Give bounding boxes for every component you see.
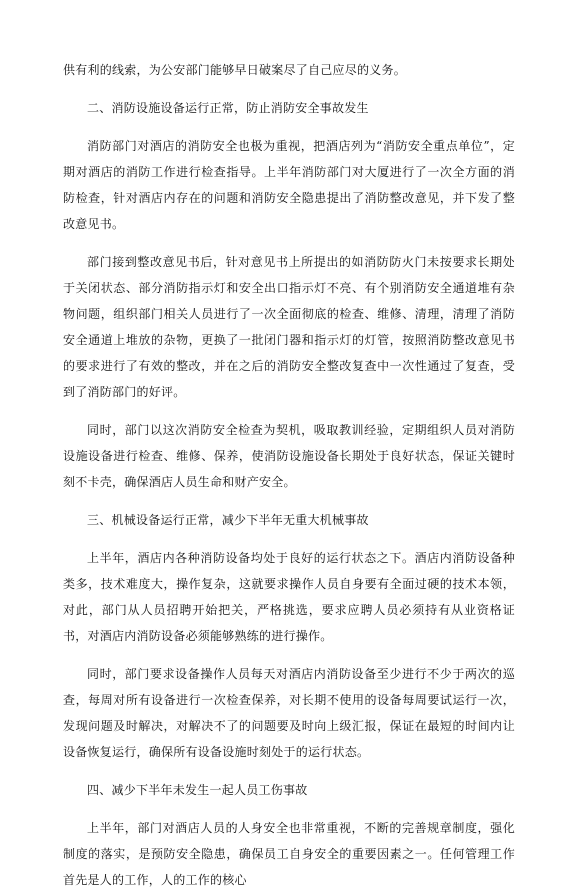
- paragraph: 上半年，部门对酒店人员的人身安全也非常重视，不断的完善规章制度，强化制度的落实，是预防安全隐患，确保员工自身安全的重要因素之一。任何管理工作首先是人的工作，人的工作的核心: [63, 821, 515, 887]
- paragraph: 同时，部门要求设备操作人员每天对酒店内消防设备至少进行不少于两次的巡查，每周对所有设备进行一次检查保养，对长期不使用的设备每周要试运行一次，发现问题及时解决，对解决不了的问题要及时向上级汇报，保证在最短的时间内让设备恢复运行，确保所有设备设施时刻处于的运行状态。: [63, 667, 515, 759]
- section-heading-fire-facilities: 二、消防设施设备运行正常，防止消防安全事故发生: [87, 101, 369, 115]
- paragraph: 部门接到整改意见书后，针对意见书上所提出的如消防防火门未按要求长期处于关闭状态、部分消防指示灯和安全出口指示灯不亮、有个别消防安全通道堆有杂物问题，组织部门相关人员进行了一次全面彻底的检查、维修、清理，清理了消防安全通道上堆放的杂物，更换了一批闭门器和指示灯的灯管，按照消防整改意见书的要求进行了有效的整改，并在之后的消防安全整改复查中一次性通过了复查，受到了消防部门的好评。: [63, 255, 515, 399]
- section-heading-mechanical-equipment: 三、机械设备运行正常，减少下半年无重大机械事故: [87, 513, 369, 527]
- paragraph-continued: 供有利的线索，为公安部门能够早日破案尽了自己应尽的义务。: [63, 63, 407, 77]
- paragraph: 同时，部门以这次消防安全检查为契机，吸取教训经验，定期组织人员对消防设施设备进行检查、维修、保养，使消防设施设备长期处于良好状态，保证关键时刻不卡壳，确保酒店人员生命和财产安全。: [63, 423, 515, 489]
- section-heading-personnel-safety: 四、减少下半年未发生一起人员工伤事故: [87, 783, 308, 797]
- paragraph: 消防部门对酒店的消防安全也极为重视，把酒店列为“消防安全重点单位”，定期对酒店的消防工作进行检查指导。上半年消防部门对大厦进行了一次全方面的消防检查，针对酒店内存在的问题和消防安全隐患提出了消防整改意见，并下发了整改意见书。: [63, 139, 515, 231]
- paragraph: 上半年，酒店内各种消防设备均处于良好的运行状态之下。酒店内消防设备种类多，技术难度大，操作复杂，这就要求操作人员自身要有全面过硬的技术本领，对此，部门从人员招聘开始把关，严格挑选，要求应聘人员必须持有从业资格证书，对酒店内消防设备必须能够熟练的进行操作。: [63, 551, 515, 643]
